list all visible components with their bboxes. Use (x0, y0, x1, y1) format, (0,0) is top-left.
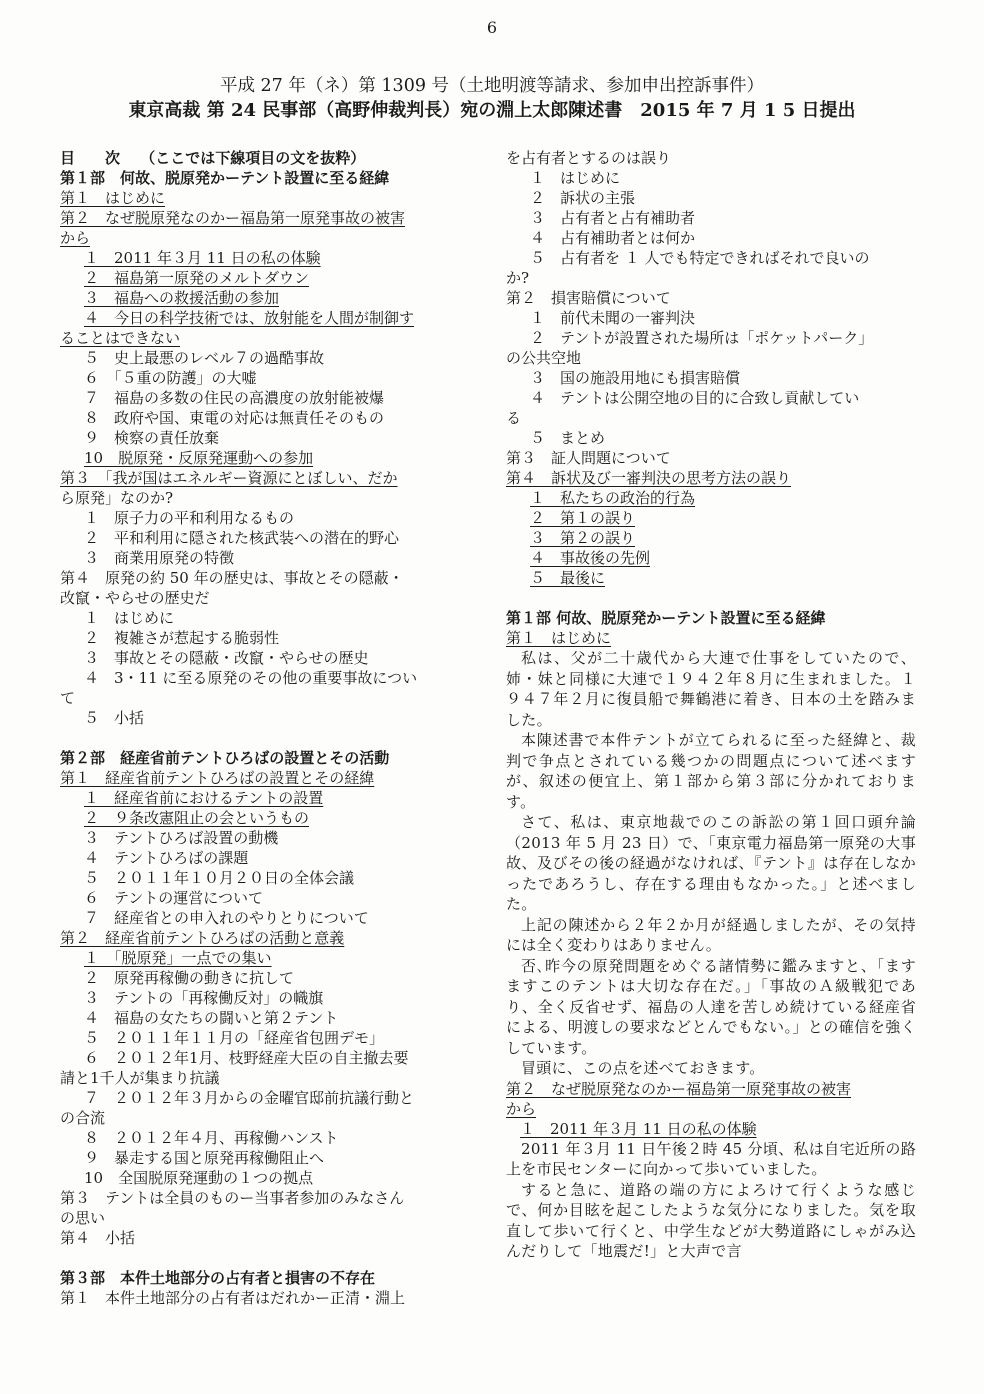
body-paragraph: 私は、父が二十歳代から大連で仕事をしていたので、姉・妹と同様に大連で１９４２年８月に生まれました。１９４７年２月に復員船で舞鶴港に着き、日本の土を踏みました。 (506, 649, 916, 729)
experience-paragraphs (506, 1139, 916, 1262)
toc-line: 第３部 本件土地部分の占有者と損害の不存在 (60, 1269, 376, 1287)
toc-line: の思い (60, 1209, 106, 1227)
toc-line: の合流 (60, 1109, 106, 1127)
toc-line: ５ まとめ (530, 429, 606, 447)
document-title: 東京高裁 第 24 民事部（高野伸裁判長）宛の淵上太郎陳述書 2015 年 7 月 1 5 日提出 (128, 100, 856, 121)
toc-line: 第２ 損害賠償について (506, 289, 671, 307)
toc-line: １ 私たちの政治的行為 (530, 489, 696, 507)
case-number-line: 平成 27 年（ネ）第 1309 号（土地明渡等請求、参加申出控訴事件） (219, 76, 765, 96)
toc-line: ２ テントが設置された場所は「ポケットパーク」 (530, 329, 874, 347)
toc-line: ４ テントひろばの課題 (84, 849, 249, 867)
toc-line: ５ ２０１１年１１月の「経産省包囲デモ」 (84, 1029, 385, 1047)
toc-line: て (60, 689, 76, 707)
toc-line: 第４ 小括 (60, 1229, 136, 1247)
toc-line: ６ 「５重の防護」の大嘘 (84, 369, 257, 387)
spacer (60, 1248, 478, 1268)
body-paragraph: さて、私は、東京地裁でのこの訴訟の第１回口頭弁論（2013 年 5 月 23 日）で、「東京電力福島第一原発の大事故、及びその後の経過がなければ、『テント』は存在しなかったであろうし、存在する理由もなかった。」と述べました。 (506, 813, 916, 913)
toc-line: 第２部 経産省前テントひろばの設置とその活動 (60, 749, 390, 767)
toc-line: 改竄・やらせの歴史だ (60, 589, 210, 607)
toc-line: ４ 3・11 に至る原発のその他の重要事故につい (84, 669, 418, 687)
toc-line: ４ テントは公開空地の目的に合致し貢献してい (530, 389, 860, 407)
toc-line: ７ ２０１２年３月からの金曜官邸前抗議行動と (84, 1089, 415, 1107)
toc-line: 請と1千人が集まり抗議 (60, 1069, 220, 1087)
toc-line: 10 脱原発・反原発運動への参加 (84, 449, 314, 467)
toc-line: 第２ なぜ脱原発なのかー福島第一原発事故の被害 (60, 209, 406, 227)
section1-heading: 第１ はじめに (506, 629, 612, 647)
toc-line: ２ ９条改憲阻止の会というもの (84, 809, 310, 827)
toc-line: １ はじめに (84, 609, 175, 627)
body-paragraph: 本陳述書で本件テントが立てられるに至った経緯と、裁判で争点とされている幾つかの問題点について述べますが、叙述の便宜上、第１部から第３部に分かれております。 (506, 731, 916, 811)
toc-line: の公共空地 (506, 349, 582, 367)
toc-line: ５ ２０１１年１０月２０日の全体会議 (84, 869, 355, 887)
body-paragraph: 2011 年３月 11 日午後２時 45 分頃、私は自宅近所の路上を市民センターに向かって歩いていました。 (506, 1139, 916, 1178)
toc-line: 第１ はじめに (60, 189, 166, 207)
toc-line: ２ 原発再稼働の動きに抗して (84, 969, 295, 987)
toc-line: ２ 複雑さが惹起する脆弱性 (84, 629, 280, 647)
toc-line: ９ 暴走する国と原発再稼働阻止へ (84, 1149, 325, 1167)
body-paragraph: すると急に、道路の端の方によろけて行くような感じで、何か目眩を起こしたような気分になりました。気を取直して歩いて行くと、中学生などが大勢道路にしゃがみ込んだりして「地震だ!」と大声で言 (506, 1180, 916, 1260)
spacer (60, 728, 478, 748)
toc-line: ３ 占有者と占有補助者 (530, 209, 696, 227)
toc-line: ５ 史上最悪のレベル７の過酷事故 (84, 349, 325, 367)
toc-line: １ 前代未聞の一審判決 (530, 309, 696, 327)
toc-line: １ 経産省前におけるテントの設置 (84, 789, 324, 807)
toc-line: ５ 最後に (530, 569, 606, 587)
page-number: 6 (486, 18, 498, 37)
subsection1-heading: １ 2011 年３月 11 日の私の体験 (520, 1119, 757, 1138)
body-paragraph: 冒頭に、この点を述べておきます。 (521, 1059, 765, 1077)
toc-line: ４ 事故後の先例 (530, 549, 651, 567)
toc-line: 第３ テントは全員のものー当事者参加のみなさん (60, 1189, 405, 1207)
section2-heading-line2: から (506, 1099, 537, 1118)
toc-line: 第１ 経産省前テントひろばの設置とその経緯 (60, 769, 375, 787)
toc-line: を占有者とするのは誤り (506, 149, 672, 167)
part1-heading: 第１部 何故、脱原発かーテント設置に至る経緯 (506, 609, 826, 627)
toc-line: ２ 訴状の主張 (530, 189, 636, 207)
toc-line: 第３ 証人問題について (506, 449, 671, 467)
toc-line: から (60, 229, 91, 247)
toc-line: ４ 福島の女たちの闘いと第２テント (84, 1009, 339, 1027)
intro-paragraphs (506, 648, 916, 1079)
toc-line: 第３ 「我が国はエネルギー資源にとぼしい、だか (60, 469, 398, 487)
left-column-toc (60, 148, 478, 1308)
toc-line: ら原発」なのか? (60, 489, 174, 507)
toc-line: ２ 平和利用に隠された核武装への潜在的野心 (84, 529, 400, 547)
toc-line: 目 次 （ここでは下線項目の文を抜粋） (60, 149, 366, 167)
toc-line: 第２ 経産省前テントひろばの活動と意義 (60, 929, 345, 947)
toc-line: ３ 福島への救援活動の参加 (84, 289, 280, 307)
toc-line: ３ 第２の誤り (530, 529, 636, 547)
toc-line: ３ テントの「再稼働反対」の幟旗 (84, 989, 324, 1007)
toc-line: ６ テントの運営について (84, 889, 263, 907)
toc-line: 10 全国脱原発運動の１つの拠点 (84, 1169, 314, 1187)
toc-line: 第１ 本件土地部分の占有者はだれかー正清・淵上 (60, 1289, 406, 1307)
toc-line: ２ 第１の誤り (530, 509, 636, 527)
body-paragraph: 否､昨今の原発問題をめぐる諸情勢に鑑みますと、「ますますこのテントは大切な存在だ。」「事故のＡ級戦犯であり、全く反省せず、福島の人達を苦しめ続けている経産省による、明渡しの要求などとんでもない。」との確信を強くしています。 (506, 956, 916, 1057)
toc-line: ６ ２０１２年1月、枝野経産大臣の自主撤去要 (84, 1049, 409, 1067)
toc-line: ８ 政府や国、東電の対応は無責任そのもの (84, 409, 385, 427)
toc-line: か? (506, 269, 530, 287)
body-paragraph: 上記の陳述から２年２か月が経過しましたが、その気持には全く変わりはありません。 (506, 915, 916, 954)
toc-line: １ 「脱原発」一点での集い (84, 949, 272, 967)
right-column (506, 148, 916, 1262)
toc-line: ７ 福島の多数の住民の高濃度の放射能被爆 (84, 389, 385, 407)
toc-line: ９ 検察の責任放棄 (84, 429, 220, 447)
toc-line: ４ 今日の科学技術では、放射能を人間が制御す (84, 309, 415, 327)
section2-heading-line1: 第２ なぜ脱原発なのかー福島第一原発事故の被害 (506, 1079, 852, 1098)
toc-line: ３ 事故とその隠蔽・改竄・やらせの歴史 (84, 649, 369, 667)
toc-line: ２ 福島第一原発のメルトダウン (84, 269, 310, 287)
toc-line: る (506, 409, 522, 427)
toc-line: １ はじめに (530, 169, 621, 187)
toc-line: ８ ２０１２年４月、再稼働ハンスト (84, 1129, 339, 1147)
toc-line: ７ 経産省との申入れのやりとりについて (84, 909, 369, 927)
toc-line: ４ 占有補助者とは何か (530, 229, 696, 247)
toc-line: １ 2011 年３月 11 日の私の体験 (84, 249, 321, 267)
document-header (0, 74, 984, 124)
spacer (506, 588, 916, 608)
toc-line: 第４ 訴状及び一審判決の思考方法の誤り (506, 469, 792, 487)
toc-line: 第１部 何故、脱原発かーテント設置に至る経緯 (60, 169, 390, 187)
toc-line: ５ 小括 (84, 709, 145, 727)
toc-line: ることはできない (60, 329, 181, 347)
toc-line: ５ 占有者を １ 人でも特定できればそれで良いの (530, 249, 870, 267)
toc-line: 第４ 原発の約 50 年の歴史は、事故とその隠蔽・ (60, 569, 404, 587)
toc-line: １ 原子力の平和利用なるもの (84, 509, 295, 527)
toc-line: ３ テントひろば設置の動機 (84, 829, 279, 847)
toc-line: ３ 商業用原発の特徴 (84, 549, 235, 567)
toc-line: ３ 国の施設用地にも損害賠償 (530, 369, 741, 387)
toc-continued (506, 148, 916, 608)
